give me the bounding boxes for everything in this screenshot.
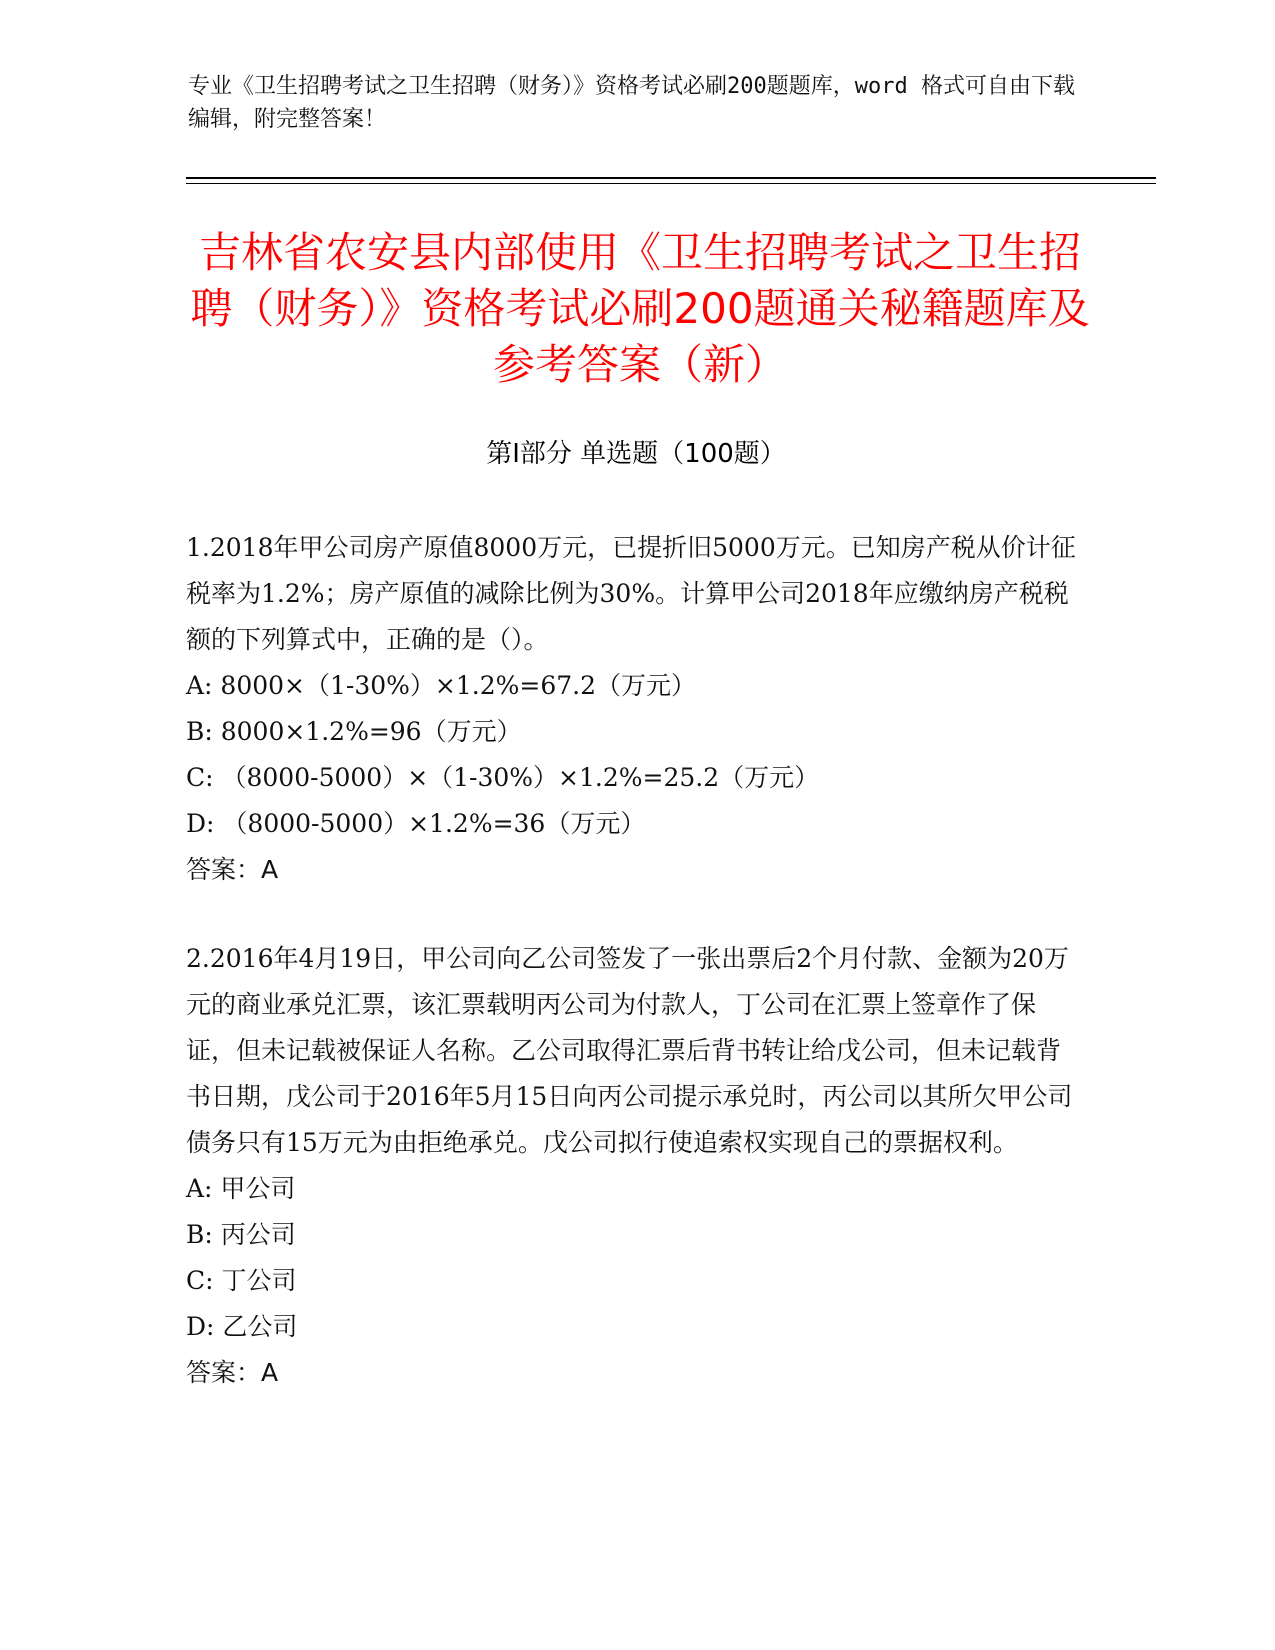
question-block <box>186 525 1076 893</box>
option-d: D: 乙公司 <box>186 1312 298 1341</box>
option-b: B: 8000×1.2%=96（万元） <box>186 717 522 746</box>
header-divider-thin <box>186 183 1156 184</box>
header-divider-thick <box>186 177 1156 179</box>
option-c: C: 丁公司 <box>186 1266 297 1295</box>
question-block <box>186 936 1076 1396</box>
question-stem: 1.2018年甲公司房产原值8000万元，已提折旧5000万元。已知房产税从价计征税率为1.2%；房产原值的减除比例为30%。计算甲公司2018年应缴纳房产税税额的下列算式中，正确的是（）。 <box>186 533 1076 654</box>
header-note: 专业《卫生招聘考试之卫生招聘（财务）》资格考试必刷200题题库，word 格式可自由下载编辑，附完整答案！ <box>188 74 1075 132</box>
answer-line: 答案：A <box>186 855 279 884</box>
document-title: 吉林省农安县内部使用《卫生招聘考试之卫生招聘（财务）》资格考试必刷200题通关秘籍题库及参考答案（新） <box>190 228 1090 389</box>
question-stem: 2.2016年4月19日，甲公司向乙公司签发了一张出票后2个月付款、金额为20万元的商业承兑汇票，该汇票载明丙公司为付款人，丁公司在汇票上签章作了保证，但未记载被保证人名称。乙公司取得汇票后背书转让给戊公司，但未记载背书日期，戊公司于2016年5月15日向丙公司提示承兑时，丙公司以其所欠甲公司债务只有15万元为由拒绝承兑。戊公司拟行使追索权实现自己的票据权利。 <box>186 944 1073 1157</box>
option-d: D: （8000-5000）×1.2%=36（万元） <box>186 809 646 838</box>
option-a: A: 甲公司 <box>186 1174 296 1203</box>
answer-line: 答案：A <box>186 1358 279 1387</box>
option-c: C: （8000-5000）×（1-30%）×1.2%=25.2（万元） <box>186 763 820 792</box>
section-heading: 第Ⅰ部分 单选题（100题） <box>486 439 786 469</box>
option-b: B: 丙公司 <box>186 1220 296 1249</box>
option-a: A: 8000×（1-30%）×1.2%=67.2（万元） <box>186 671 696 700</box>
